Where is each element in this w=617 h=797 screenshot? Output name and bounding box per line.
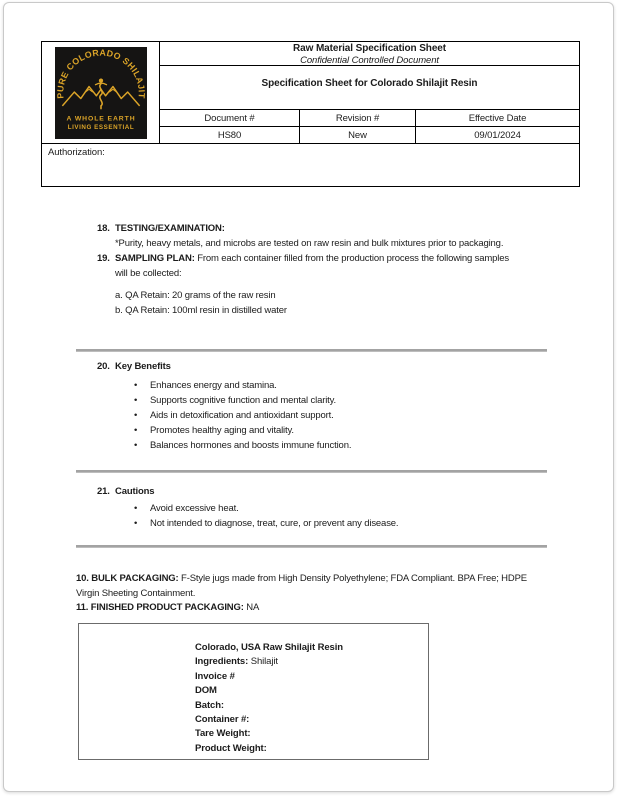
label-box-row xyxy=(195,655,428,669)
benefit-item xyxy=(134,423,552,438)
section-21 xyxy=(97,484,552,531)
label-box-row xyxy=(195,684,428,698)
label-box-row xyxy=(195,742,428,756)
section-20 xyxy=(97,359,552,453)
section-18-heading-row xyxy=(97,221,552,236)
benefit-text: Promotes healthy aging and vitality. xyxy=(150,425,294,436)
sampling-item-b: b. QA Retain: 100ml resin in distilled water xyxy=(115,305,287,316)
caution-text: Avoid excessive heat. xyxy=(150,503,239,514)
logo-tagline-1: A WHOLE EARTH xyxy=(65,115,136,123)
row-value: Shilajit xyxy=(248,656,278,668)
title-cell xyxy=(160,42,579,66)
spec-title: Specification Sheet for Colorado Shilajit Resin xyxy=(160,66,579,110)
bullet-dot: • xyxy=(134,518,138,529)
logo-arc-text: PURE COLORADO SHILAJIT xyxy=(54,46,147,99)
label-box-row xyxy=(195,699,428,713)
section-number: 18. xyxy=(97,223,110,234)
row-label: Tare Weight: xyxy=(195,728,251,740)
effective-date-header: Effective Date xyxy=(468,112,527,124)
sampling-item-a: a. QA Retain: 20 grams of the raw resin xyxy=(115,290,276,301)
benefit-text: Balances hormones and boosts immune function. xyxy=(150,440,352,451)
label-box-row xyxy=(195,727,428,741)
finished-packaging-paragraph xyxy=(76,601,550,616)
section-number: 21. xyxy=(97,486,110,497)
section-20-heading-row xyxy=(97,359,552,374)
bulk-packaging-paragraph xyxy=(76,572,550,601)
benefit-item xyxy=(134,438,552,453)
row-label: Ingredients: xyxy=(195,656,249,668)
product-label-box xyxy=(78,623,429,760)
row-label: DOM xyxy=(195,685,217,697)
row-label: Product Weight: xyxy=(195,742,267,754)
benefit-text: Aids in detoxification and antioxidant support. xyxy=(150,410,334,421)
document-number-header: Document # xyxy=(160,110,300,126)
sampling-items xyxy=(115,288,552,318)
effective-date-value: 09/01/2024 xyxy=(474,129,521,141)
caution-item xyxy=(134,516,552,531)
section-number: 20. xyxy=(97,361,110,372)
section-divider xyxy=(76,470,547,473)
bulk-packaging-text: F-Style jugs made from High Density Polyethylene; FDA Compliant. BPA Free; HDPE Virgin Sheeting Containment. xyxy=(76,573,527,599)
finished-packaging-value: NA xyxy=(243,602,260,614)
section-21-heading-row xyxy=(97,484,552,499)
caution-text: Not intended to diagnose, treat, cure, or prevent any disease. xyxy=(150,518,399,529)
document-number-value: HS80 xyxy=(160,127,300,143)
authorization-label: Authorization: xyxy=(48,147,105,158)
benefit-item xyxy=(134,378,552,393)
meta-header-row xyxy=(160,110,579,127)
bullet-dot: • xyxy=(134,440,138,451)
section-divider xyxy=(76,349,547,352)
bullet-dot: • xyxy=(134,503,138,514)
logo-cell xyxy=(42,42,160,143)
section-21-heading: Cautions xyxy=(115,486,155,497)
finished-packaging-label: 11. FINISHED PRODUCT PACKAGING: xyxy=(76,602,244,614)
header-table xyxy=(41,41,580,187)
row-label: Batch: xyxy=(195,699,224,711)
section-number: 19. xyxy=(97,253,110,264)
logo-tagline-2: LIVING ESSENTIAL xyxy=(67,123,134,131)
document-page xyxy=(3,2,614,792)
benefit-text: Supports cognitive function and mental clarity. xyxy=(150,395,337,406)
caution-item xyxy=(134,501,552,516)
revision-number-value: New xyxy=(300,127,416,143)
revision-number-header: Revision # xyxy=(300,110,416,126)
section-19-text: From each container filled from the production process the following samples will be collected: xyxy=(115,253,509,279)
benefit-text: Enhances energy and stamina. xyxy=(150,380,277,391)
section-18-19 xyxy=(97,221,552,318)
label-box-title: Colorado, USA Raw Shilajit Resin xyxy=(195,642,343,653)
bullet-dot: • xyxy=(134,425,138,436)
section-20-heading: Key Benefits xyxy=(115,361,171,372)
section-19-heading: SAMPLING PLAN: xyxy=(115,253,195,264)
meta-values-row xyxy=(160,127,579,143)
section-18-note-row xyxy=(97,236,552,251)
section-10-11 xyxy=(76,572,550,616)
brand-logo xyxy=(54,47,148,139)
section-19-heading-row xyxy=(97,251,552,281)
bullet-dot: • xyxy=(134,380,138,391)
row-label: Container #: xyxy=(195,714,250,726)
bulk-packaging-label: 10. BULK PACKAGING: xyxy=(76,573,179,584)
label-box-row xyxy=(195,713,428,727)
row-label: Invoice # xyxy=(195,670,235,682)
authorization-box xyxy=(42,143,579,186)
section-18-heading: TESTING/EXAMINATION: xyxy=(115,223,225,234)
benefit-item xyxy=(134,393,552,408)
benefit-item xyxy=(134,408,552,423)
section-18-note: *Purity, heavy metals, and microbs are tested on raw resin and bulk mixtures prior to packaging. xyxy=(115,238,504,249)
bullet-dot: • xyxy=(134,395,138,406)
document-subtitle: Confidential Controlled Document xyxy=(300,55,439,66)
document-title: Raw Material Specification Sheet xyxy=(293,43,446,54)
label-box-row xyxy=(195,670,428,684)
section-divider xyxy=(76,545,547,548)
bullet-dot: • xyxy=(134,410,138,421)
